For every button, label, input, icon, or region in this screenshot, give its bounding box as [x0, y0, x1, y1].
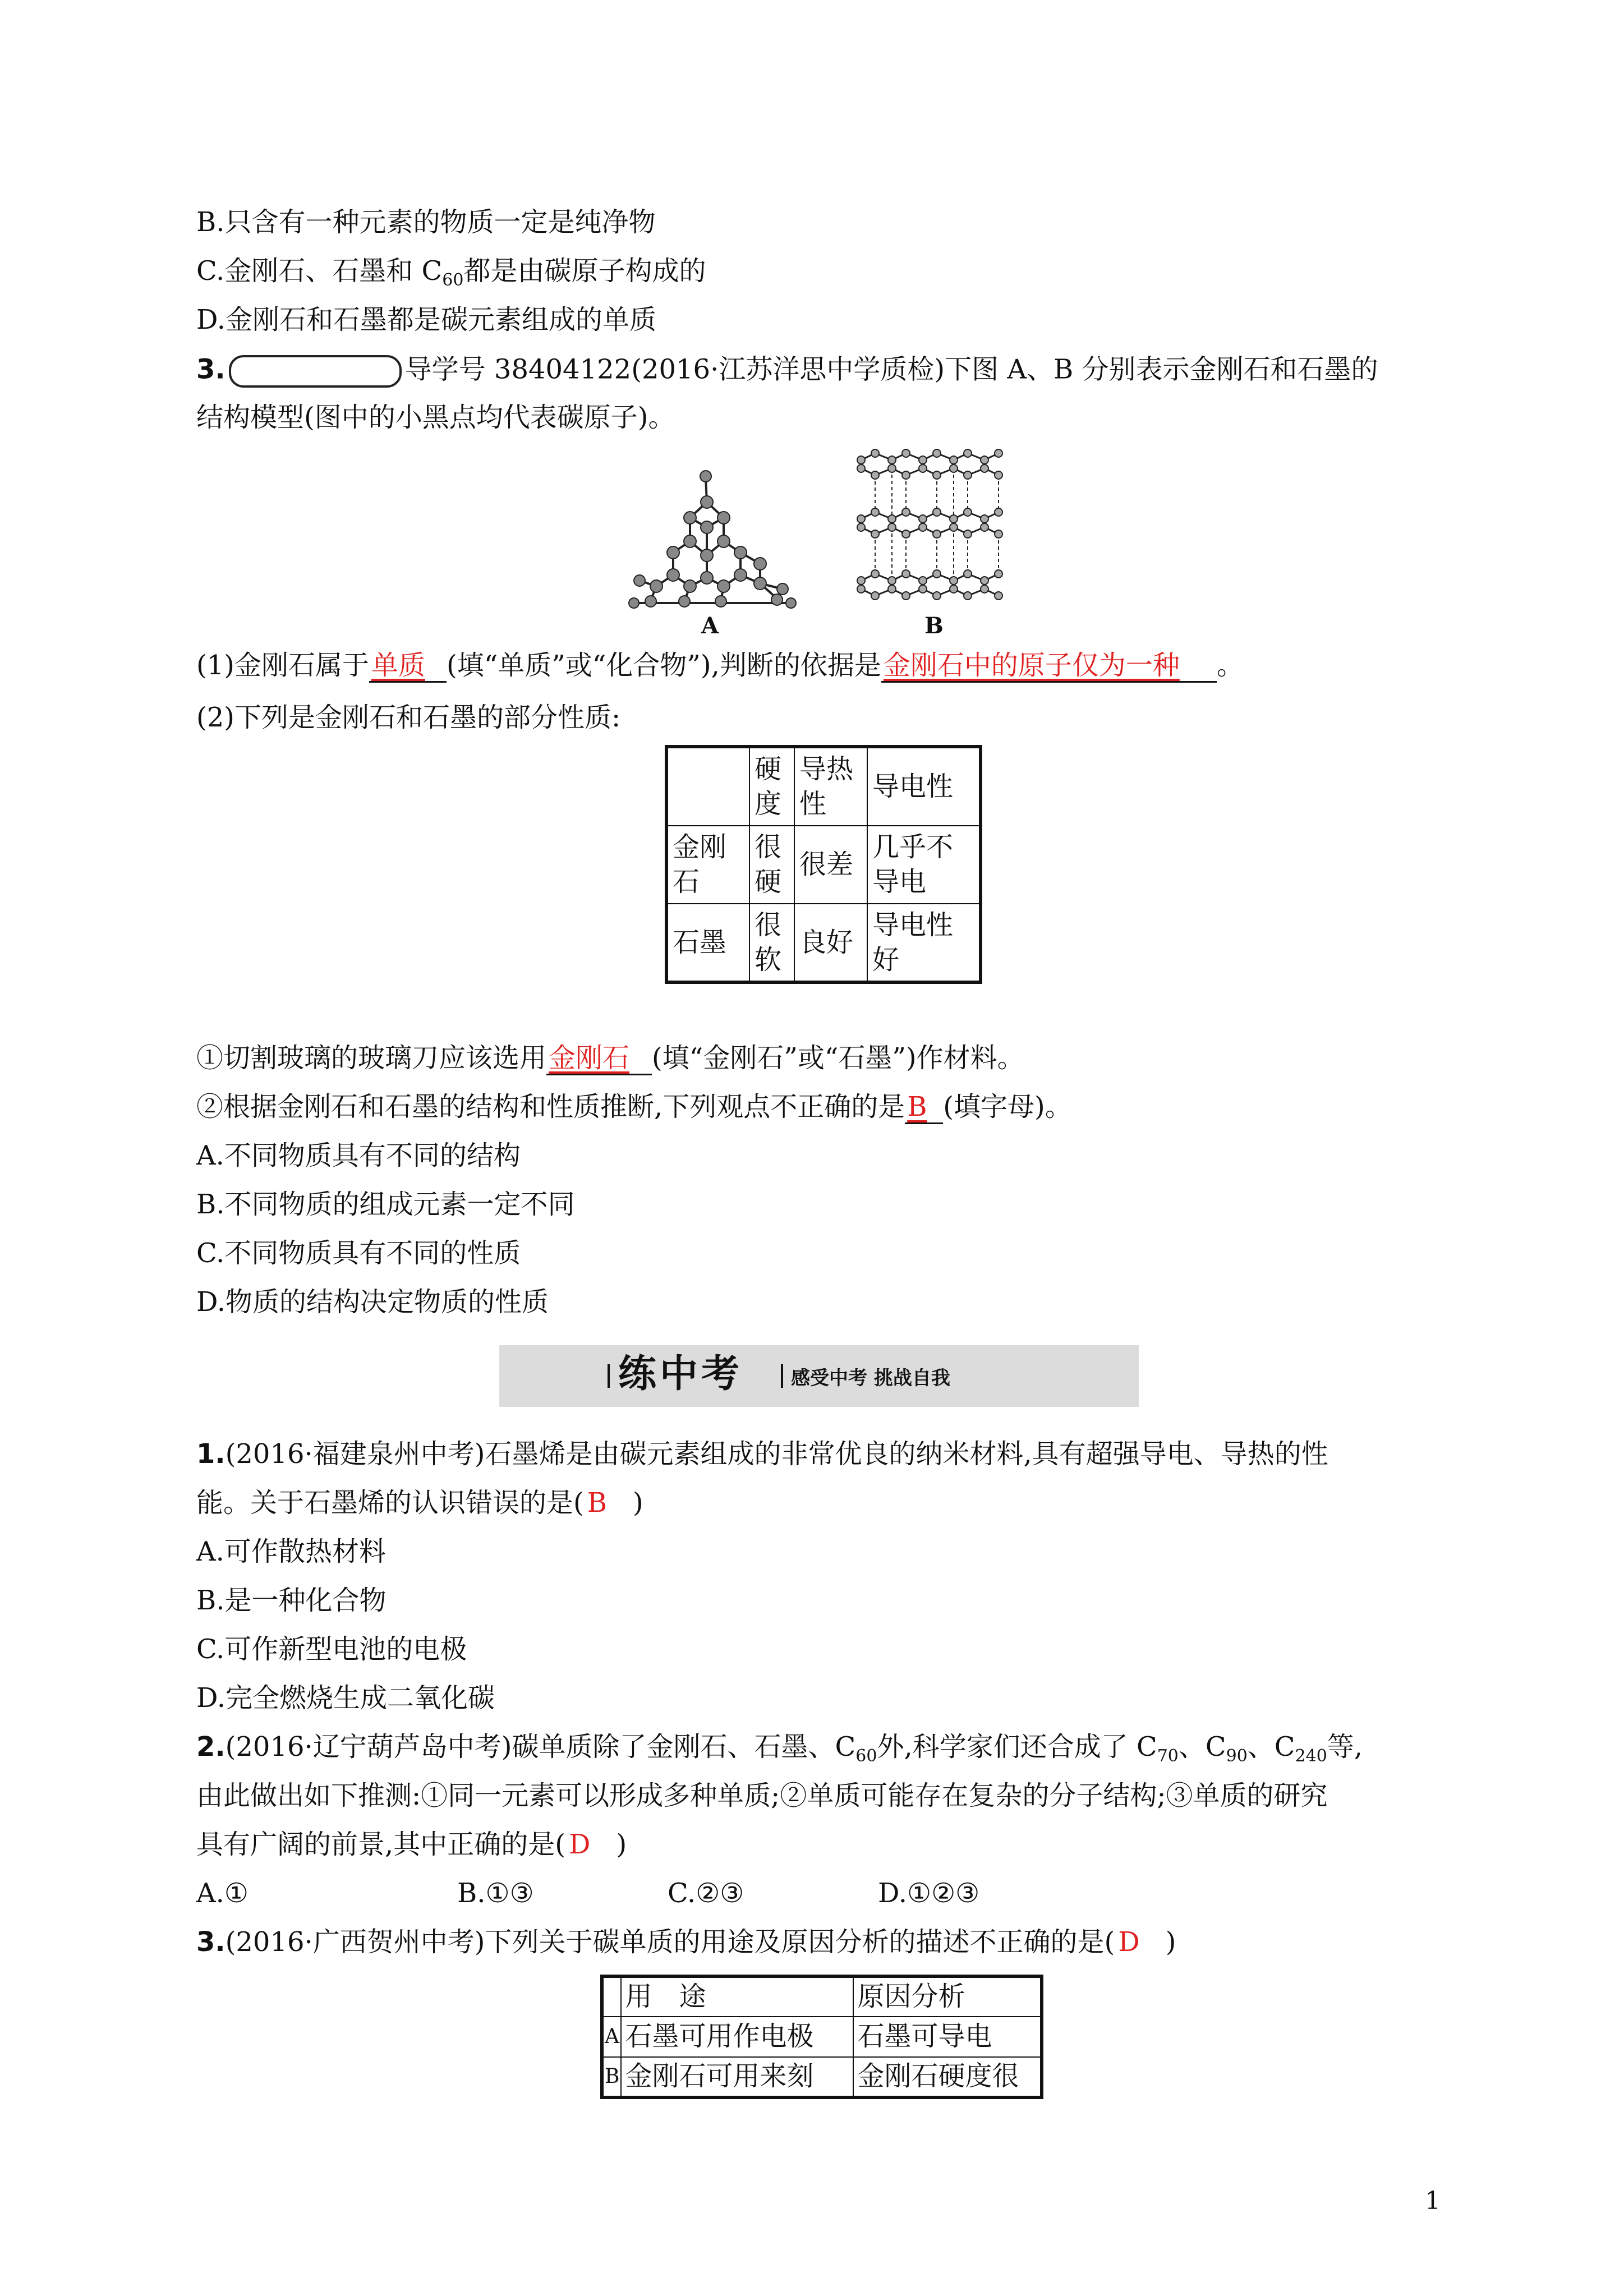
q3-option-d: D.物质的结构决定物质的性质 — [196, 1286, 549, 1318]
q3-part2: (2)下列是金刚石和石墨的部分性质: — [196, 702, 621, 733]
exam-q2-option-a: A.① — [196, 1878, 249, 1909]
option-c: C.金刚石、石墨和 $C_{60}$都是由碳原子构成的 — [196, 255, 706, 290]
figure-label-a: A — [701, 613, 719, 639]
exam-q1-option-a: A.可作散热材料 — [196, 1536, 386, 1567]
answer-blank-4: B — [905, 1093, 943, 1124]
exam-q2-option-c: C.②③ — [668, 1878, 744, 1909]
exam-q1-option-c: C.可作新型电池的电极 — [196, 1634, 467, 1665]
option-d: D.金刚石和石墨都是碳元素组成的单质 — [196, 304, 657, 335]
guide-badge — [229, 355, 402, 388]
row-b-label: B — [602, 2057, 621, 2097]
answer-blank-1: 单质 — [369, 652, 447, 683]
section-banner — [499, 1345, 1139, 1407]
row-graphite-electrical: 导电性好 — [867, 904, 981, 983]
header-electrical: 导电性 — [867, 747, 981, 826]
exam-q1-line2: 能。关于石墨烯的认识错误的是( B ) — [196, 1487, 643, 1519]
exam-q2-line2: 由此做出如下推测:①同一元素可以形成多种单质;②单质可能存在复杂的分子结构;③单质的研究 — [196, 1780, 1328, 1811]
q3-option-b: B.不同物质的组成元素一定不同 — [196, 1189, 575, 1220]
header-reason: 原因分析 — [853, 1976, 1042, 2017]
exam-q2-line1: 2.(2016·辽宁葫芦岛中考)碳单质除了金刚石、石墨、$C_{60}$外,科学家们还合成了 $C_{70}$、$C_{90}$、$C_{240}$等, — [196, 1731, 1363, 1766]
uses-corner — [602, 1976, 621, 2017]
uses-table — [600, 1975, 1043, 2099]
option-b: B.只含有一种元素的物质一定是纯净物 — [196, 206, 656, 238]
exam-q1-option-d: D.完全燃烧生成二氧化碳 — [196, 1682, 495, 1714]
row-graphite-thermal: 良好 — [794, 904, 867, 983]
q3-sub1: ①切割玻璃的玻璃刀应该选用金刚石 (填“金刚石”或“石墨”)作材料。 — [196, 1045, 1024, 1075]
page-number: 1 — [1425, 2187, 1441, 2215]
exam-q3-line: 3.(2016·广西贺州中考)下列关于碳单质的用途及原因分析的描述不正确的是( D ) — [196, 1926, 1176, 1958]
row-a-reason: 石墨可导电 — [853, 2017, 1042, 2057]
q3-part1: (1)金刚石属于单质 (填“单质”或“化合物”),判断的依据是金刚石中的原子仅为一种 。 — [196, 652, 1244, 683]
row-b-use: 金刚石可用来刻 — [621, 2057, 853, 2097]
section-title: 练中考 — [618, 1352, 743, 1396]
exam-q1-line1: 1.(2016·福建泉州中考)石墨烯是由碳元素组成的非常优良的纳米材料,具有超强导电、导热的性 — [196, 1438, 1328, 1470]
section-tagline: 感受中考 挑战自我 — [791, 1367, 950, 1389]
row-a-label: A — [602, 2017, 621, 2057]
row-graphite-hardness: 很软 — [749, 904, 794, 983]
exam-q2-option-b: B.①③ — [457, 1878, 534, 1909]
banner-divider — [608, 1364, 610, 1388]
header-thermal: 导热性 — [794, 747, 867, 826]
q3-sub2: ②根据金刚石和石墨的结构和性质推断,下列观点不正确的是B (填字母)。 — [196, 1093, 1072, 1124]
banner-divider — [781, 1364, 783, 1388]
row-diamond-hardness: 很硬 — [749, 826, 794, 904]
answer-blank-2: 金刚石中的原子仅为一种 — [881, 652, 1217, 683]
row-diamond-name: 金刚石 — [666, 826, 749, 904]
row-diamond-thermal: 很差 — [794, 826, 867, 904]
properties-table — [665, 745, 982, 984]
exam-q2-answer: D — [569, 1829, 591, 1860]
graphite-structure-figure — [850, 449, 1013, 609]
row-graphite-name: 石墨 — [666, 904, 749, 983]
row-a-use: 石墨可用作电极 — [621, 2017, 853, 2057]
figure-label-b: B — [924, 613, 944, 639]
exam-q2-option-d: D.①②③ — [878, 1878, 980, 1909]
exam-q2-line3: 具有广阔的前景,其中正确的是( D ) — [196, 1829, 627, 1860]
q3-option-c: C.不同物质具有不同的性质 — [196, 1237, 521, 1269]
question-3-line2: 结构模型(图中的小黑点均代表碳原子)。 — [196, 402, 675, 433]
header-use: 用 途 — [621, 1976, 853, 2017]
answer-blank-3: 金刚石 — [546, 1045, 652, 1075]
q3-option-a: A.不同物质具有不同的结构 — [196, 1140, 521, 1171]
exam-q1-answer: B — [587, 1487, 608, 1519]
table-corner — [666, 747, 749, 826]
row-b-reason: 金刚石硬度很 — [853, 2057, 1042, 2097]
header-hardness: 硬度 — [749, 747, 794, 826]
row-diamond-electrical: 几乎不导电 — [867, 826, 981, 904]
diamond-structure-figure — [623, 468, 802, 611]
exam-q1-option-b: B.是一种化合物 — [196, 1585, 387, 1616]
question-3-line1: 3. 导学号 38404122(2016·江苏洋思中学质检)下图 A、B 分别表示金刚石和石墨的 — [196, 355, 1378, 388]
exam-q3-answer: D — [1118, 1926, 1140, 1958]
